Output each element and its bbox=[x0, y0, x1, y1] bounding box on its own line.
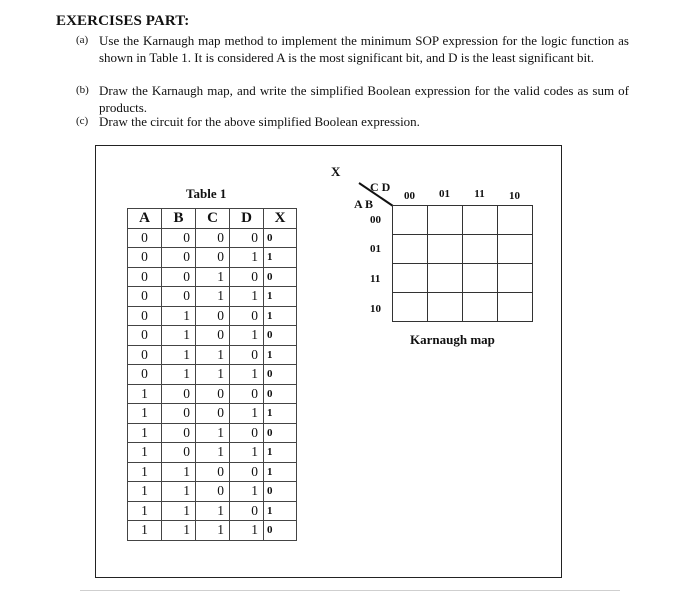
bottom-divider bbox=[80, 590, 620, 591]
truth-table-cell-x: 1 bbox=[264, 287, 297, 307]
truth-table-cell-b: 0 bbox=[162, 384, 196, 404]
truth-table-cell-b: 1 bbox=[162, 521, 196, 541]
truth-table-header-row bbox=[128, 209, 297, 229]
kmap-row bbox=[393, 264, 533, 293]
kmap-cell bbox=[498, 206, 533, 235]
exercise-c-text: Draw the circuit for the above simplified Boolean expression. bbox=[99, 114, 420, 129]
exercise-b-text: Draw the Karnaugh map, and write the simplified Boolean expression for the valid codes as sum of products. bbox=[99, 83, 629, 115]
truth-table-cell-b: 0 bbox=[162, 228, 196, 248]
truth-table-cell-a: 1 bbox=[128, 404, 162, 424]
kmap-caption: Karnaugh map bbox=[410, 332, 495, 347]
truth-table-cell-c: 0 bbox=[196, 384, 230, 404]
truth-table-cell-b: 0 bbox=[162, 248, 196, 268]
truth-table-cell-d: 0 bbox=[230, 462, 264, 482]
truth-table-cell-a: 0 bbox=[128, 365, 162, 385]
truth-table-cell-a: 0 bbox=[128, 228, 162, 248]
truth-table-cell-b: 0 bbox=[162, 287, 196, 307]
truth-table-cell-a: 0 bbox=[128, 248, 162, 268]
kmap-row bbox=[393, 293, 533, 322]
truth-table-cell-d: 0 bbox=[230, 306, 264, 326]
kmap-cell bbox=[498, 293, 533, 322]
truth-table-cell-x: 1 bbox=[264, 345, 297, 365]
kmap-cell bbox=[463, 235, 498, 264]
truth-table-cell-a: 1 bbox=[128, 443, 162, 463]
truth-table-row bbox=[128, 248, 297, 268]
truth-table-cell-d: 0 bbox=[230, 501, 264, 521]
kmap-cell bbox=[498, 235, 533, 264]
truth-table-cell-a: 1 bbox=[128, 384, 162, 404]
kmap-cell bbox=[393, 206, 428, 235]
truth-table-cell-d: 0 bbox=[230, 228, 264, 248]
truth-table-cell-x: 1 bbox=[264, 443, 297, 463]
truth-table-cell-c: 0 bbox=[196, 462, 230, 482]
truth-table-cell-d: 1 bbox=[230, 365, 264, 385]
truth-table-cell-x: 0 bbox=[264, 384, 297, 404]
truth-table-cell-b: 1 bbox=[162, 501, 196, 521]
truth-table-row bbox=[128, 287, 297, 307]
header-d: D bbox=[230, 209, 264, 229]
truth-table-cell-a: 1 bbox=[128, 482, 162, 502]
truth-table-cell-b: 1 bbox=[162, 462, 196, 482]
truth-table-cell-c: 0 bbox=[196, 228, 230, 248]
exercise-c-label: (c) bbox=[76, 115, 89, 127]
table-title: Table 1 bbox=[186, 186, 227, 201]
truth-table-cell-c: 1 bbox=[196, 423, 230, 443]
truth-table-cell-c: 1 bbox=[196, 443, 230, 463]
truth-table-row bbox=[128, 501, 297, 521]
truth-table-cell-b: 1 bbox=[162, 482, 196, 502]
kmap-col-header: 10 bbox=[509, 190, 520, 202]
truth-table-row bbox=[128, 228, 297, 248]
truth-table-cell-c: 1 bbox=[196, 501, 230, 521]
truth-table-cell-x: 0 bbox=[264, 521, 297, 541]
truth-table-cell-a: 1 bbox=[128, 521, 162, 541]
truth-table-cell-d: 0 bbox=[230, 384, 264, 404]
kmap-cell bbox=[428, 264, 463, 293]
truth-table-cell-d: 0 bbox=[230, 267, 264, 287]
truth-table-cell-a: 0 bbox=[128, 306, 162, 326]
truth-table-cell-c: 1 bbox=[196, 345, 230, 365]
truth-table-row bbox=[128, 326, 297, 346]
truth-table-row bbox=[128, 345, 297, 365]
kmap-row-header: 01 bbox=[370, 243, 381, 255]
truth-table-cell-c: 1 bbox=[196, 267, 230, 287]
truth-table-cell-d: 1 bbox=[230, 287, 264, 307]
header-b: B bbox=[162, 209, 196, 229]
kmap-col-header: 11 bbox=[474, 188, 485, 200]
truth-table-row bbox=[128, 482, 297, 502]
kmap-row bbox=[393, 206, 533, 235]
kmap-cell bbox=[393, 293, 428, 322]
truth-table-cell-c: 1 bbox=[196, 521, 230, 541]
kmap-row-variables: A B bbox=[354, 197, 374, 211]
truth-table-cell-b: 1 bbox=[162, 345, 196, 365]
truth-table-body bbox=[128, 228, 297, 540]
kmap-output-label: X bbox=[331, 164, 341, 179]
truth-table-row bbox=[128, 443, 297, 463]
truth-table-cell-c: 0 bbox=[196, 306, 230, 326]
truth-table-cell-x: 0 bbox=[264, 365, 297, 385]
truth-table-cell-b: 0 bbox=[162, 267, 196, 287]
exercises-heading: EXERCISES PART: bbox=[56, 13, 190, 29]
kmap-cell bbox=[428, 235, 463, 264]
truth-table-cell-c: 1 bbox=[196, 287, 230, 307]
truth-table-cell-x: 1 bbox=[264, 404, 297, 424]
kmap-col-header: 00 bbox=[404, 190, 415, 202]
truth-table-cell-a: 0 bbox=[128, 267, 162, 287]
truth-table-cell-b: 0 bbox=[162, 423, 196, 443]
truth-table-row bbox=[128, 423, 297, 443]
truth-table-cell-c: 0 bbox=[196, 482, 230, 502]
truth-table-cell-c: 0 bbox=[196, 404, 230, 424]
truth-table-cell-d: 1 bbox=[230, 404, 264, 424]
exercise-a-label: (a) bbox=[76, 34, 89, 46]
exercise-a-text: Use the Karnaugh map method to implement the minimum SOP expression for the logic function as shown in Table 1. It is considered A is the most significant bit, and D is the least significant bit. bbox=[99, 33, 629, 65]
exercise-b-label: (b) bbox=[76, 84, 89, 96]
truth-table-cell-x: 0 bbox=[264, 326, 297, 346]
truth-table-cell-d: 0 bbox=[230, 345, 264, 365]
truth-table-cell-b: 1 bbox=[162, 365, 196, 385]
truth-table-cell-x: 0 bbox=[264, 228, 297, 248]
kmap-cell bbox=[393, 235, 428, 264]
kmap-col-header: 01 bbox=[439, 188, 450, 200]
truth-table-cell-a: 0 bbox=[128, 345, 162, 365]
truth-table bbox=[127, 208, 297, 541]
truth-table-cell-d: 0 bbox=[230, 423, 264, 443]
truth-table-row bbox=[128, 267, 297, 287]
kmap-col-variables: C D bbox=[370, 180, 391, 194]
truth-table-row bbox=[128, 404, 297, 424]
truth-table-cell-a: 0 bbox=[128, 287, 162, 307]
truth-table-row bbox=[128, 365, 297, 385]
truth-table-cell-x: 1 bbox=[264, 306, 297, 326]
truth-table-row bbox=[128, 462, 297, 482]
truth-table-cell-c: 1 bbox=[196, 365, 230, 385]
truth-table-cell-b: 1 bbox=[162, 326, 196, 346]
truth-table-cell-c: 0 bbox=[196, 248, 230, 268]
truth-table-cell-x: 0 bbox=[264, 267, 297, 287]
kmap-row bbox=[393, 235, 533, 264]
truth-table-cell-x: 1 bbox=[264, 462, 297, 482]
truth-table-cell-d: 1 bbox=[230, 326, 264, 346]
truth-table-cell-x: 0 bbox=[264, 482, 297, 502]
kmap-row-header: 11 bbox=[370, 273, 381, 285]
kmap-cell bbox=[428, 293, 463, 322]
truth-table-row bbox=[128, 384, 297, 404]
truth-table-cell-x: 1 bbox=[264, 501, 297, 521]
truth-table-cell-x: 0 bbox=[264, 423, 297, 443]
truth-table-cell-a: 1 bbox=[128, 423, 162, 443]
kmap-row-header: 00 bbox=[370, 214, 381, 226]
karnaugh-map-grid bbox=[392, 205, 533, 322]
header-x: X bbox=[264, 209, 297, 229]
truth-table-cell-x: 1 bbox=[264, 248, 297, 268]
truth-table-cell-a: 0 bbox=[128, 326, 162, 346]
kmap-cell bbox=[463, 293, 498, 322]
kmap-cell bbox=[498, 264, 533, 293]
truth-table-cell-a: 1 bbox=[128, 501, 162, 521]
kmap-cell bbox=[463, 206, 498, 235]
truth-table-cell-b: 0 bbox=[162, 443, 196, 463]
truth-table-row bbox=[128, 521, 297, 541]
header-a: A bbox=[128, 209, 162, 229]
truth-table-cell-b: 0 bbox=[162, 404, 196, 424]
truth-table-row bbox=[128, 306, 297, 326]
kmap-cell bbox=[393, 264, 428, 293]
kmap-cell bbox=[463, 264, 498, 293]
truth-table-cell-d: 1 bbox=[230, 482, 264, 502]
header-c: C bbox=[196, 209, 230, 229]
truth-table-cell-c: 0 bbox=[196, 326, 230, 346]
kmap-row-header: 10 bbox=[370, 303, 381, 315]
truth-table-cell-b: 1 bbox=[162, 306, 196, 326]
truth-table-cell-d: 1 bbox=[230, 443, 264, 463]
truth-table-cell-d: 1 bbox=[230, 248, 264, 268]
truth-table-cell-a: 1 bbox=[128, 462, 162, 482]
truth-table-cell-d: 1 bbox=[230, 521, 264, 541]
kmap-cell bbox=[428, 206, 463, 235]
